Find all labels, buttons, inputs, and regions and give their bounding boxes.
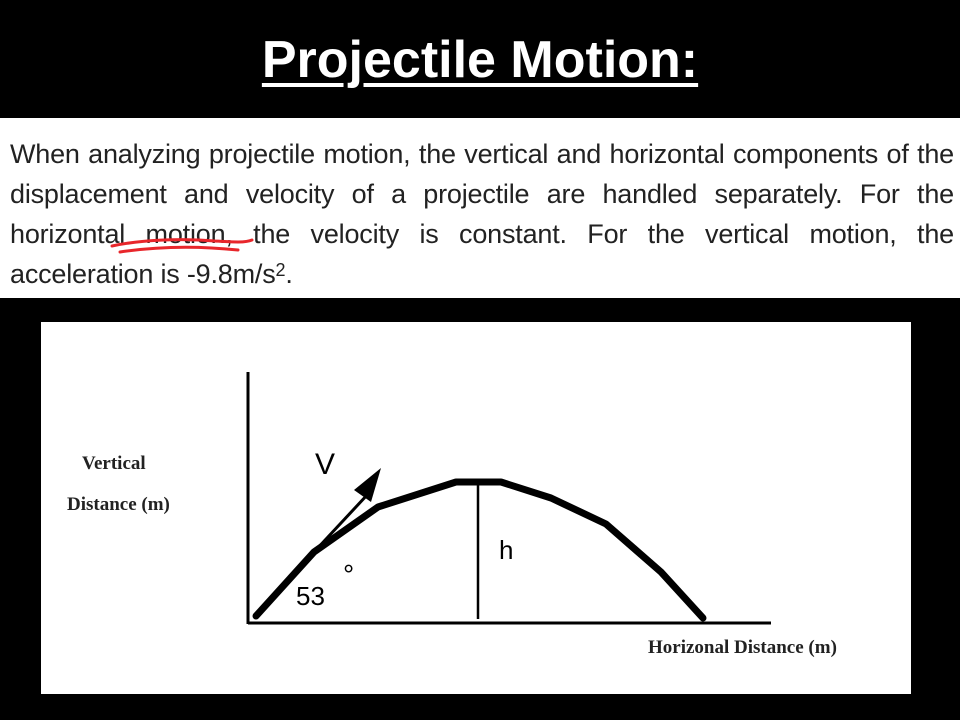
velocity-arrowhead (354, 468, 381, 502)
superscript-exponent: 2 (275, 260, 286, 280)
projectile-diagram (41, 322, 911, 694)
slide-title: Projectile Motion: (261, 31, 699, 89)
y-axis-label-line2: Distance (m) (67, 494, 170, 515)
paragraph-text-start: When analyzing projectile motion, the vertical and horizontal components of the displacement and velocity of a projectile are handled (10, 139, 954, 209)
text-panel (0, 118, 960, 298)
emphasized-word: separately (714, 179, 836, 209)
handwritten-underline-layer (0, 118, 960, 298)
paragraph-text-middle: . For the horizontal motion, the velocity is constant. For the vertical motion, the acceleration is -9.8m/s (10, 179, 954, 289)
handwritten-underline (112, 240, 252, 252)
paragraph-text-end: . (285, 259, 293, 289)
diagram-panel (41, 322, 911, 694)
angle-label: 53 (296, 581, 325, 611)
degree-symbol: ° (343, 559, 355, 590)
height-label: h (499, 535, 514, 565)
velocity-label: V (315, 448, 336, 481)
y-axis-label-line1: Vertical (82, 453, 146, 474)
x-axis-label: Horizonal Distance (m) (648, 637, 837, 658)
